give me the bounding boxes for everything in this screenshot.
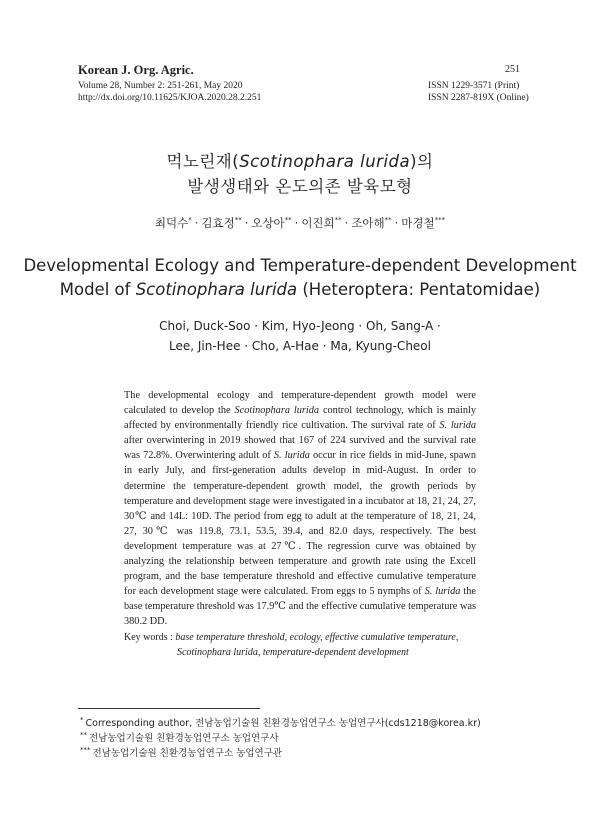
author-name: 이진희 <box>301 216 335 230</box>
abstract-text: after overwintering in 2019 showed that 167 of 224 survived and the survival rate was 72.8%. Overwintering adult of <box>124 435 476 462</box>
author-separator: · <box>244 216 249 230</box>
footnote-affiliation-2 <box>80 729 279 745</box>
english-title-line2 <box>0 280 600 299</box>
korean-author-list <box>0 215 600 231</box>
affiliation-mark: * <box>188 216 192 225</box>
korean-title-prefix: 먹노린재( <box>166 152 240 171</box>
species-name: S. lurida <box>424 586 461 598</box>
keywords <box>124 630 494 660</box>
keywords-line1 <box>124 630 494 645</box>
affiliation-mark: ** <box>234 216 242 225</box>
author-name: 마경철 <box>401 216 435 230</box>
keywords-list: base temperature threshold, ecology, effective cumulative temperature, <box>175 632 459 643</box>
volume-info: Volume 28, Number 2: 251-261, May 2020 <box>78 81 243 91</box>
species-name: S. lurida <box>273 450 310 462</box>
english-title-prefix: Model of <box>59 280 136 299</box>
species-name: S. lurida <box>439 420 476 432</box>
footnote-corresponding <box>80 714 481 730</box>
journal-name: Korean J. Org. Agric. <box>78 63 194 77</box>
footnote-text: 전남농업기술원 친환경농업연구소 농업연구관 <box>92 748 283 760</box>
author-name: 오상아 <box>251 216 285 230</box>
author-separator: · <box>344 216 349 230</box>
affiliation-mark: ** <box>284 216 292 225</box>
author-name: 조아해 <box>351 216 385 230</box>
affiliation-mark: ** <box>334 216 342 225</box>
korean-title-species: Scotinophara lurida <box>239 152 411 171</box>
abstract-text: the base temperature threshold was 17.9℃ and the effective cumulative temperature was 380.2 DD. <box>124 586 476 628</box>
footnote-divider <box>78 708 260 709</box>
doi-link[interactable]: http://dx.doi.org/10.11625/KJOA.2020.28.2.251 <box>78 93 262 103</box>
affiliation-mark: *** <box>434 216 446 225</box>
footnote-text: 전남농업기술원 친환경농업연구소 농업연구사 <box>89 733 279 745</box>
english-authors-line1: Choi, Duck-Soo · Kim, Hyo-Jeong · Oh, Sang-A · <box>159 319 441 333</box>
footnote-text: Corresponding author, 전남농업기술원 친환경농업연구소 농업연구사(cds1218@korea.kr) <box>85 718 481 730</box>
english-authors-line2: Lee, Jin-Hee · Cho, A-Hae · Ma, Kyung-Cheol <box>169 339 431 353</box>
footnote-mark: *** <box>80 746 91 754</box>
abstract-text: occur in rice fields in mid-June, spawn in early July, and first-generation adults develop in mid-August. In order to determine the temperature-dependent growth model, the growth periods by temperature and development stage were investigated in a incubator at 18, 21, 24, 27, 30℃ and 14L: 10D. The period from egg to adult at the temperature of 18, 21, 24, 27, 30℃ was 119.8, 73.1, 53.5, 39.4, and 82.0 days, respectively. The best development temperature was at 27℃. The regression curve was obtained by analyzing the relationship between temperature and growth rate using the Excell program, and the base temperature threshold and effective cumulative temperature for each development stage were calculated. From eggs to 5 nymphs of <box>124 450 476 598</box>
english-title-line1: Developmental Ecology and Temperature-dependent Development <box>23 256 577 275</box>
keywords-label: Key words : <box>124 632 173 643</box>
affiliation-mark: ** <box>384 216 392 225</box>
footnote-affiliation-3 <box>80 744 282 760</box>
author-name: 최덕수 <box>154 216 189 230</box>
abstract-paragraph <box>124 388 476 630</box>
korean-title-line1 <box>0 148 600 172</box>
english-title-species: Scotinophara lurida <box>135 280 298 299</box>
abstract-text: The developmental ecology and temperature-dependent growth model were calculated to develop the <box>124 390 476 417</box>
footnote-mark: ** <box>80 731 87 739</box>
author-name: 김효정 <box>201 216 235 230</box>
author-separator: · <box>294 216 299 230</box>
species-name: Scotinophara lurida <box>234 405 320 417</box>
footnote-mark: * <box>80 716 84 724</box>
abstract-text: control technology, which is mainly affected by environmentally friendly rice cultivation. The survival rate of <box>124 405 476 432</box>
issn-online: ISSN 2287-819X (Online) <box>428 93 529 103</box>
korean-title-line2: 발생생태와 온도의존 발육모형 <box>187 177 413 196</box>
korean-title-suffix: )의 <box>410 152 434 171</box>
author-separator: · <box>394 216 399 230</box>
keywords-line2: Scotinophara lurida, temperature-dependent development <box>177 647 409 658</box>
english-title-suffix: (Heteroptera: Pentatomidae) <box>297 280 541 299</box>
author-separator: · <box>194 216 199 230</box>
issn-print: ISSN 1229-3571 (Print) <box>428 81 520 91</box>
page-number: 251 <box>505 64 520 75</box>
abstract <box>124 388 476 630</box>
